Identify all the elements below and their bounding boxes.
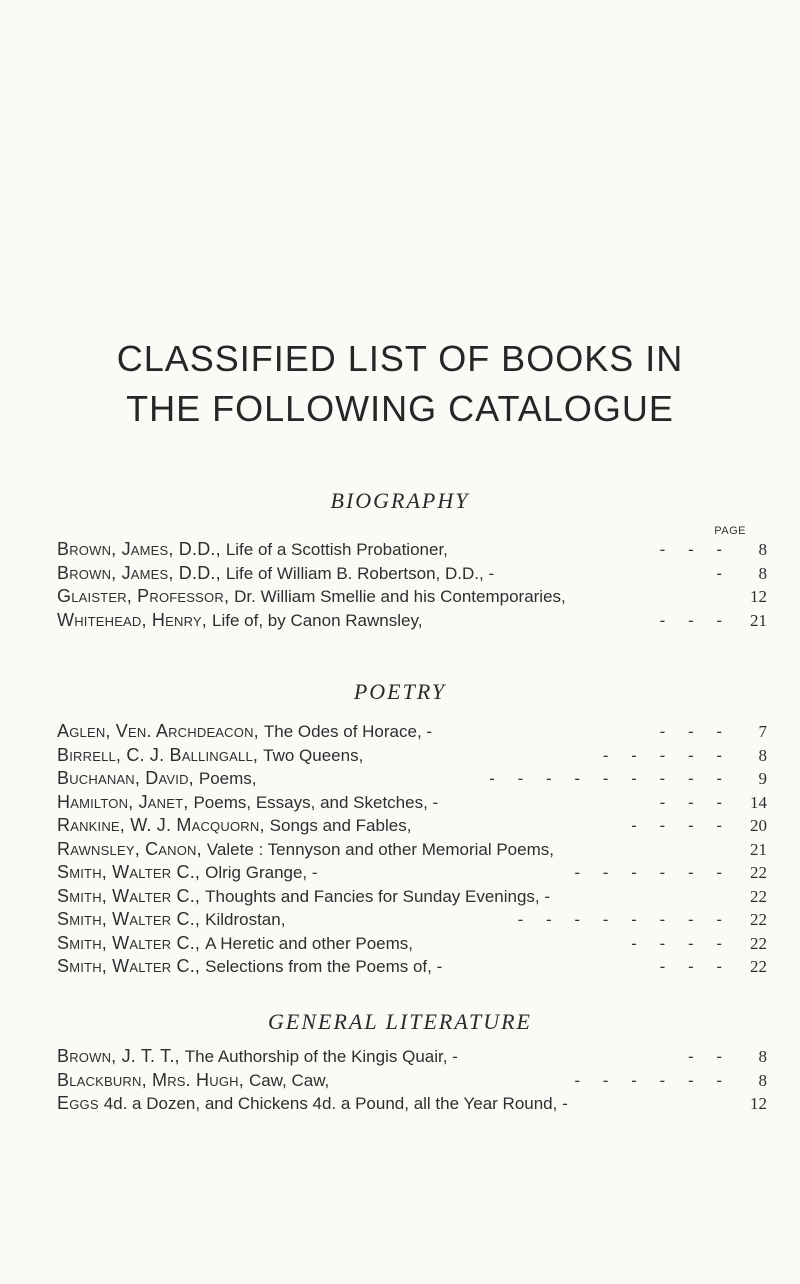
section-general-literature-list [57, 1046, 767, 1117]
catalogue-entry [57, 539, 767, 563]
entry-title: Selections from the Poems of, - [205, 957, 443, 976]
dot-leader: - - - - [631, 933, 731, 953]
entry-page: 22 [750, 863, 767, 882]
catalogue-entry [57, 839, 767, 863]
entry-title: Life of, by Canon Rawnsley, [212, 610, 423, 630]
dot-leader: - [716, 563, 731, 583]
entry-page: 8 [758, 745, 767, 765]
dot-leader: - - - [659, 722, 731, 741]
catalogue-entry [57, 1093, 767, 1117]
catalogue-entry [57, 610, 767, 634]
dot-leader: - - - - - - - - - [489, 769, 731, 788]
entry-title: Poems, [198, 769, 257, 788]
entry-author: Smith, Walter C., [57, 885, 201, 906]
catalogue-entry [57, 933, 767, 957]
section-heading-biography: BIOGRAPHY [330, 488, 470, 513]
entry-page: 22 [750, 886, 767, 906]
entry-title: Life of William B. Robertson, D.D., - [225, 563, 495, 583]
entry-title: Valete : Tennyson and other Memorial Poems, [206, 839, 554, 859]
dot-leader: - - - [659, 957, 731, 976]
catalogue-entry [57, 815, 767, 839]
entry-page: 8 [758, 540, 767, 559]
dot-leader: - - - [659, 540, 731, 559]
section-heading-general-literature: GENERAL LITERATURE [268, 1009, 532, 1034]
dot-leader: - - - - - - [574, 863, 731, 882]
entry-author: Smith, Walter C., [57, 956, 201, 976]
entry-page: 7 [758, 722, 767, 741]
entry-author: Aglen, Ven. Archdeacon, [57, 721, 259, 741]
catalogue-entry [57, 721, 767, 745]
entry-title: Dr. William Smellie and his Contemporaries, [234, 587, 566, 606]
entry-page: 12 [750, 587, 767, 606]
catalogue-entry [57, 563, 767, 587]
entry-author: Smith, Walter C., [57, 909, 201, 929]
entry-page: 8 [758, 563, 767, 583]
catalogue-entry [57, 1046, 767, 1070]
section-heading-poetry: POETRY [353, 679, 447, 704]
entry-page: 22 [750, 910, 767, 929]
dot-leader: - - [687, 1047, 731, 1066]
entry-title: 4d. a Dozen, and Chickens 4d. a Pound, all the Year Round, - [103, 1094, 568, 1113]
dot-leader: - - - - - - [574, 1070, 731, 1090]
dot-leader: - - - - - [602, 745, 731, 765]
page-column-label: PAGE [714, 525, 746, 537]
catalogue-entry [57, 792, 767, 816]
entry-author: Brown, James, D.D., [57, 539, 221, 559]
entry-title: Songs and Fables, [269, 816, 412, 835]
entry-author: Rankine, W. J. Macquorn, [57, 815, 265, 835]
entry-author: Birrell, C. J. Ballingall, [57, 744, 259, 765]
catalogue-entry [57, 1070, 767, 1094]
entry-author: Buchanan, David, [57, 768, 194, 788]
entry-title: Caw, Caw, [248, 1070, 330, 1090]
entry-page: 21 [750, 610, 767, 630]
entry-author: Blackburn, Mrs. Hugh, [57, 1069, 244, 1090]
entry-author: Rawnsley, Canon, [57, 838, 202, 859]
entry-page: 20 [750, 816, 767, 835]
entry-page: 9 [758, 769, 767, 788]
entry-title: Life of a Scottish Probationer, [225, 540, 448, 559]
entry-author: Brown, J. T. T., [57, 1046, 180, 1066]
entry-page: 14 [750, 792, 767, 812]
title-line-1: CLASSIFIED LIST OF BOOKS IN [116, 338, 684, 379]
catalogue-entry [57, 862, 767, 886]
entry-author: Whitehead, Henry, [57, 609, 208, 630]
entry-title: Thoughts and Fancies for Sunday Evenings, - [205, 886, 551, 906]
catalogue-entry [57, 909, 767, 933]
catalogue-entry [57, 745, 767, 769]
entry-page: 12 [750, 1094, 767, 1113]
entry-author: Hamilton, Janet, [57, 791, 189, 812]
entry-title: The Odes of Horace, - [263, 722, 433, 741]
entry-page: 8 [758, 1047, 767, 1066]
entry-author: Smith, Walter C., [57, 862, 201, 882]
title-line-2: THE FOLLOWING CATALOGUE [126, 388, 674, 429]
dot-leader: - - - - [631, 816, 731, 835]
entry-page: 21 [750, 839, 767, 859]
entry-title: Two Queens, [263, 745, 364, 765]
entry-author: Eggs [57, 1093, 99, 1113]
entry-author: Brown, James, D.D., [57, 562, 221, 583]
catalogue-entry [57, 768, 767, 792]
catalogue-entry [57, 886, 767, 910]
dot-leader: - - - [659, 792, 731, 812]
dot-leader: - - - - - - - - [517, 910, 731, 929]
entry-page: 8 [758, 1070, 767, 1090]
entry-author: Smith, Walter C., [57, 932, 201, 953]
entry-title: A Heretic and other Poems, [205, 933, 413, 953]
catalogue-entry [57, 586, 767, 610]
entry-title: Poems, Essays, and Sketches, - [193, 792, 439, 812]
entry-author: Glaister, Professor, [57, 586, 230, 606]
entry-title: The Authorship of the Kingis Quair, - [184, 1047, 458, 1066]
section-biography-list [57, 539, 767, 633]
catalogue-entry [57, 956, 767, 980]
dot-leader: - - - [659, 610, 731, 630]
entry-page: 22 [750, 933, 767, 953]
section-poetry-list [57, 721, 767, 980]
entry-page: 22 [750, 957, 767, 976]
entry-title: Kildrostan, [205, 910, 286, 929]
entry-title: Olrig Grange, - [205, 863, 318, 882]
